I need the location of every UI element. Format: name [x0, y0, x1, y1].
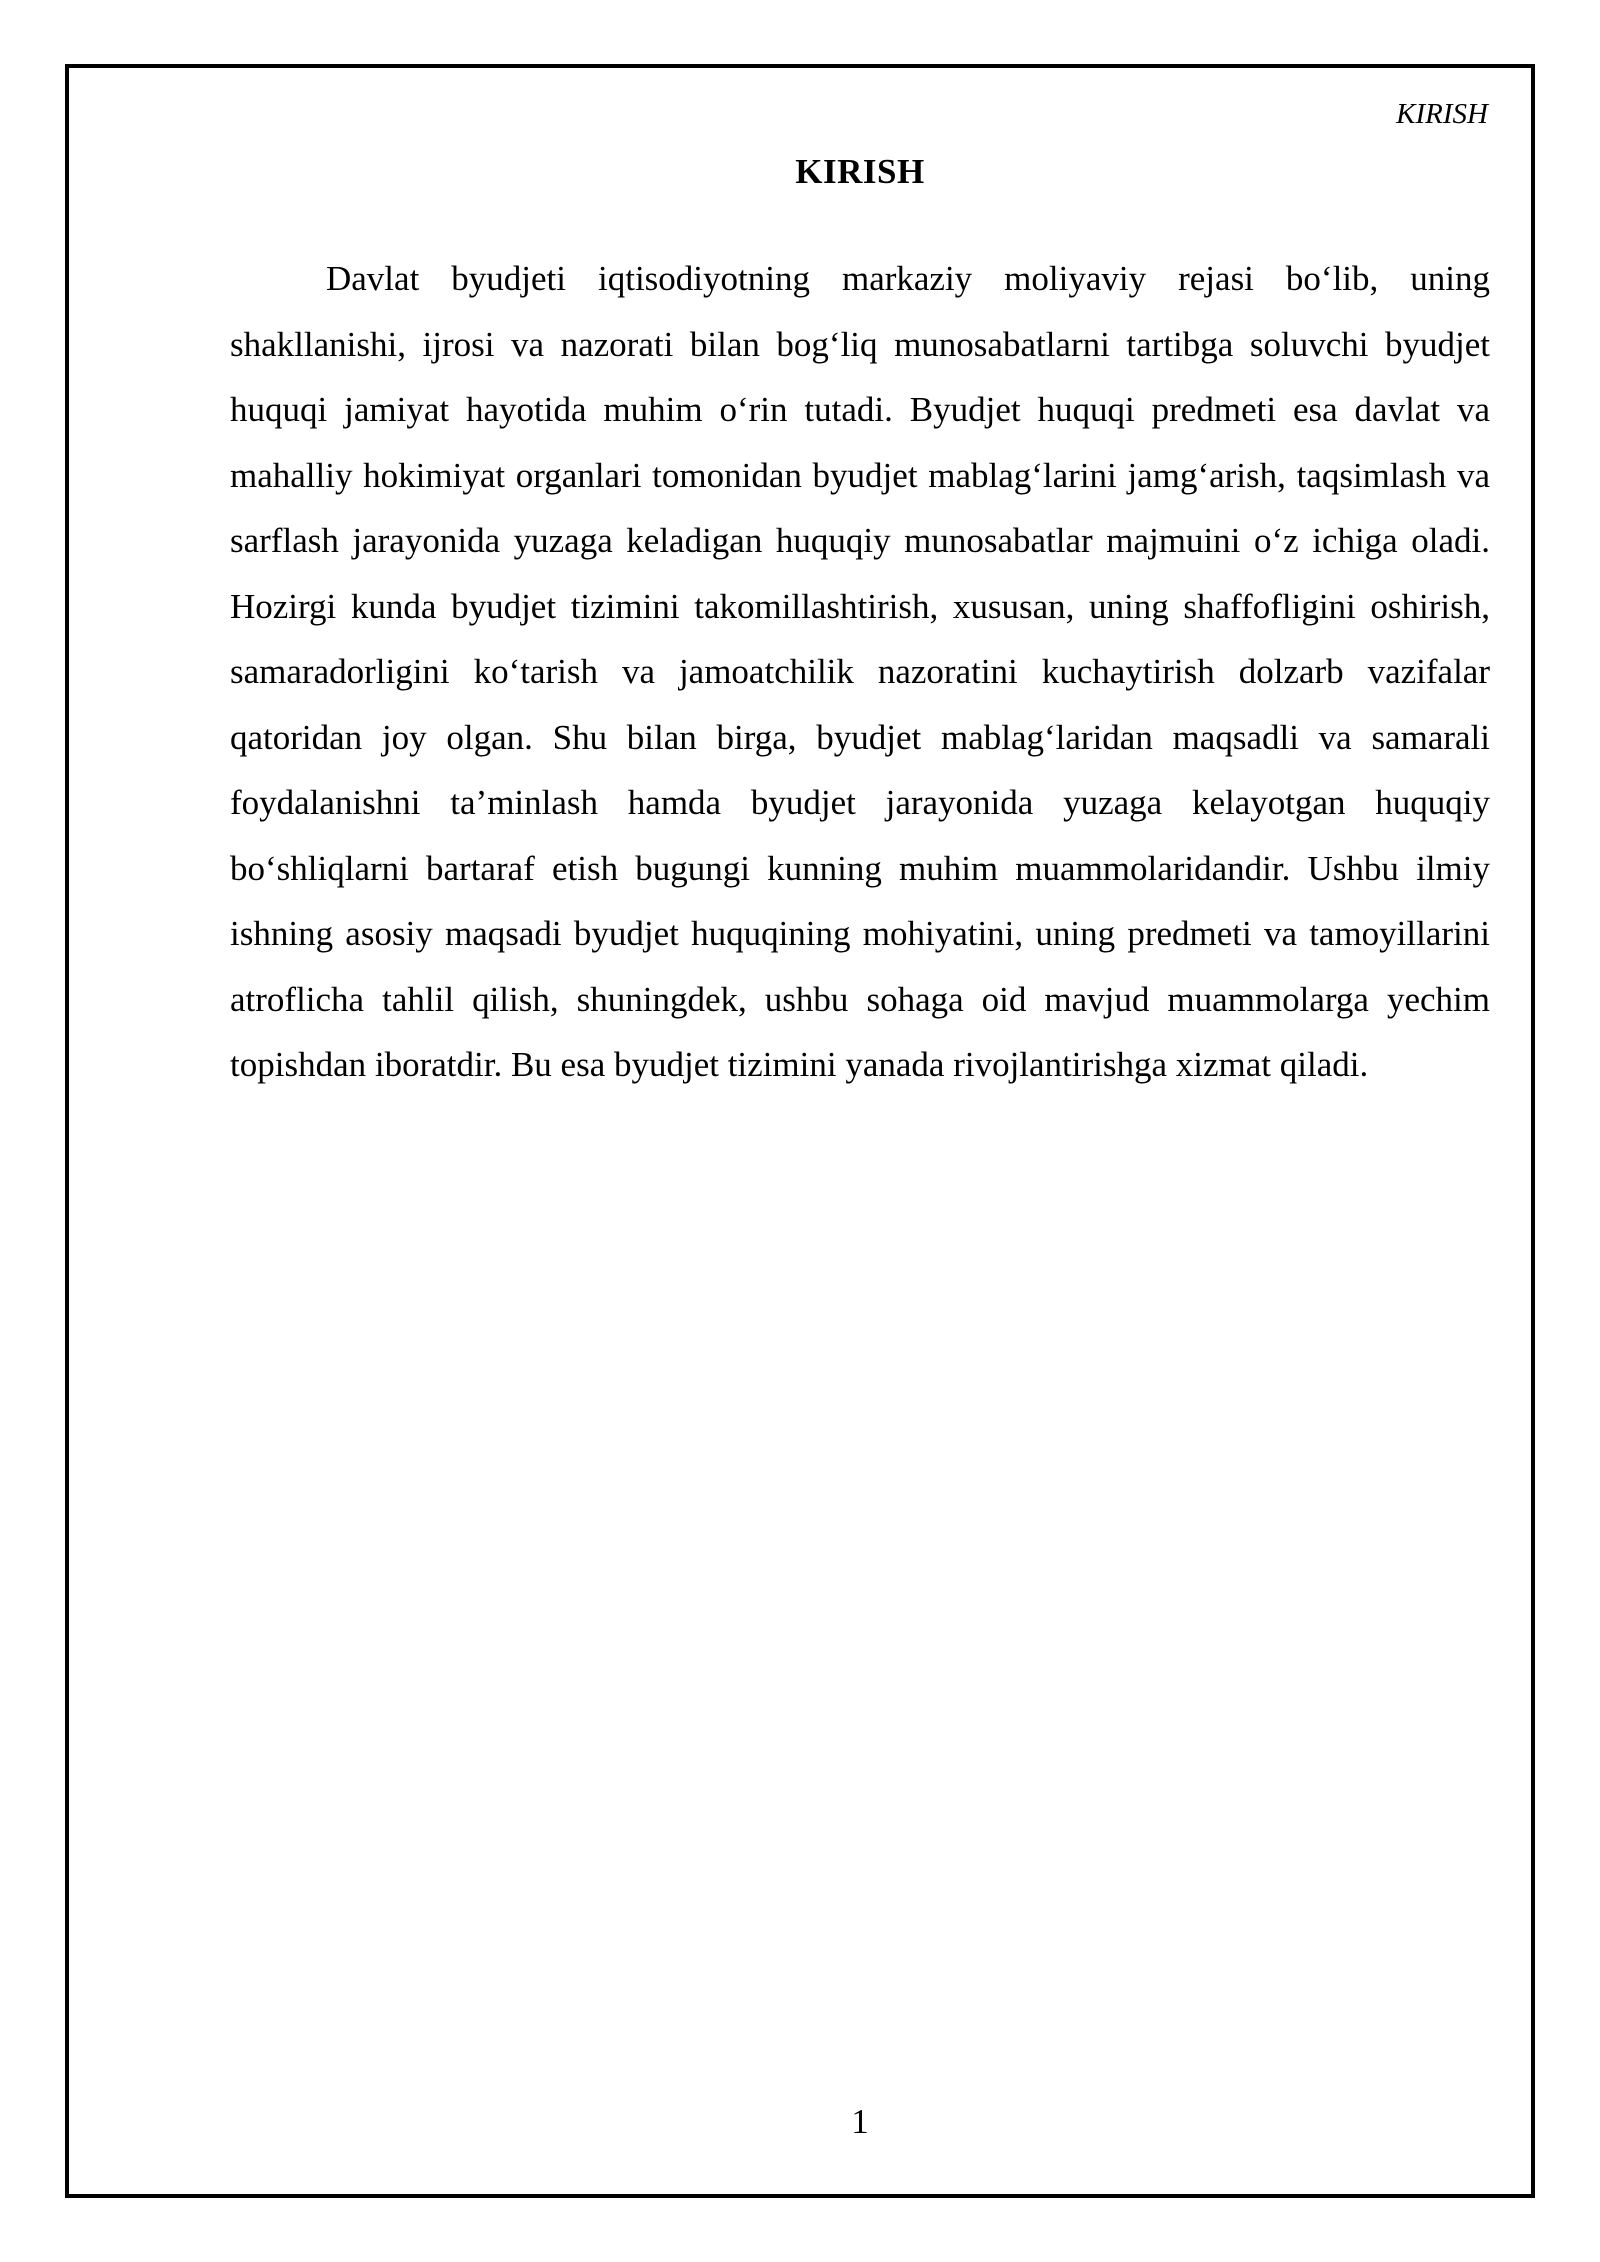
section-title: KIRISH	[795, 152, 925, 191]
running-header: KIRISH	[1396, 98, 1488, 130]
page-number: 1	[851, 2102, 869, 2141]
body-paragraph: Davlat byudjeti iqtisodiyotning markaziy moliyaviy rejasi bo‘lib, uning shakllanishi, ijrosi va nazorati bilan bog‘liq munosabatlarni tartibga soluvchi byudjet huquqi jamiyat hayotida muhim o‘rin tutadi. Byudjet huquqi predmeti esa davlat va mahalliy hokimiyat organlari tomonidan byudjet mablag‘larini jamg‘arish, taqsimlash va sarflash jarayonida yuzaga keladigan huquqiy munosabatlar majmuini o‘z ichiga oladi. Hozirgi kunda byudjet tizimini takomillashtirish, xususan, uning shaffofligini oshirish, samaradorligini ko‘tarish va jamoatchilik nazoratini kuchaytirish dolzarb vazifalar qatoridan joy olgan. Shu bilan birga, byudjet mablag‘laridan maqsadli va samarali foydalanishni ta’minlash hamda byudjet jarayonida yuzaga kelayotgan huquqiy bo‘shliqlarni bartaraf etish bugungi kunning muhim muammolaridandir. Ushbu ilmiy ishning asosiy maqsadi byudjet huquqining mohiyatini, uning predmeti va tamoyillarini atroflicha tahlil qilish, shuningdek, ushbu sohaga oid mavjud muammolarga yechim topishdan iboratdir. Bu esa byudjet tizimini yanada rivojlantirishga xizmat qiladi.	[230, 259, 1490, 1084]
